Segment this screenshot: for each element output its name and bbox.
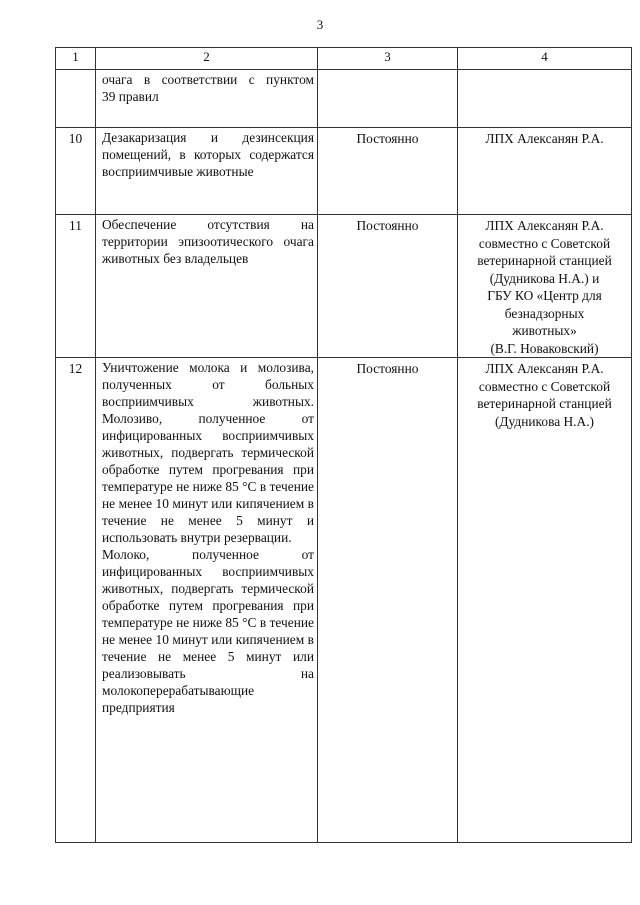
responsible-line: ЛПХ Алексанян Р.А. xyxy=(485,361,604,376)
page-number: 3 xyxy=(316,17,324,32)
row-number xyxy=(56,70,96,128)
row-period: Постоянно xyxy=(318,128,458,215)
row-description xyxy=(96,358,318,843)
table-row-continuation xyxy=(56,70,632,128)
description-paragraph: Дезакаризация и дезинсекция помещений, в которых содержатся восприимчивые животные xyxy=(102,130,314,179)
responsible-line: животных» xyxy=(512,323,577,338)
row-period xyxy=(318,70,458,128)
description-paragraph: Обеспечение отсутствия на территории эпизоотического очага животных без владельцев xyxy=(102,217,314,266)
description-line: 39 правил xyxy=(102,89,159,104)
responsible-line: ветеринарной станцией xyxy=(477,253,612,268)
responsible-line: совместно с Советской xyxy=(478,235,611,251)
row-responsible xyxy=(458,70,632,128)
row-description xyxy=(96,215,318,358)
description-word: соответствии xyxy=(161,72,238,87)
responsible-line: ГБУ КО «Центр для xyxy=(487,288,602,303)
responsible-line: ЛПХ Алексанян Р.А. xyxy=(485,218,604,233)
row-description xyxy=(96,70,318,128)
row-responsible xyxy=(458,358,632,843)
measures-table xyxy=(55,47,632,843)
table-header-row xyxy=(56,48,632,70)
row-number: 12 xyxy=(56,358,96,843)
header-col-4: 4 xyxy=(458,48,632,70)
description-line xyxy=(102,71,314,88)
description-paragraph: Уничтожение молока и молозива, полученных от больных восприимчивых животных. Молозиво, полученное от инфицированных восприимчивых животных, подвергать термической обработке путем прогревания при температуре не ниже 85 °С в течение не менее 10 минут или кипячением в течение не менее 5 минут и использовать внутри резервации. xyxy=(102,360,314,545)
description-word: пунктом xyxy=(266,72,314,87)
header-col-2: 2 xyxy=(96,48,318,70)
responsible-line: (Дудникова Н.А.) и xyxy=(489,270,600,286)
table-row xyxy=(56,358,632,843)
responsible-line: (Дудникова Н.А.) xyxy=(494,413,595,429)
description-word: очага xyxy=(102,72,133,87)
row-number: 11 xyxy=(56,215,96,358)
row-period: Постоянно xyxy=(318,215,458,358)
table-row xyxy=(56,215,632,358)
row-period: Постоянно xyxy=(318,358,458,843)
header-col-1: 1 xyxy=(56,48,96,70)
row-description xyxy=(96,128,318,215)
row-responsible xyxy=(458,215,632,358)
table-row xyxy=(56,128,632,215)
row-responsible xyxy=(458,128,632,215)
responsible-line: (В.Г. Новаковский) xyxy=(490,340,599,356)
responsible-line: безнадзорных xyxy=(504,305,585,321)
header-col-3: 3 xyxy=(318,48,458,70)
description-paragraph: Молоко, полученное от инфицированных восприимчивых животных, подвергать термической обработке путем прогревания при температуре не ниже 85 °С в течение не менее 10 минут или кипячением в течение не менее 5 минут или реализовывать на молокоперерабатывающие предприятия xyxy=(102,547,314,715)
description-word: с xyxy=(248,72,255,87)
responsible-line: ЛПХ Алексанян Р.А. xyxy=(485,131,604,146)
description-word: в xyxy=(143,72,151,87)
responsible-line: совместно с Советской xyxy=(478,378,611,394)
row-number: 10 xyxy=(56,128,96,215)
responsible-line: ветеринарной станцией xyxy=(477,396,612,411)
